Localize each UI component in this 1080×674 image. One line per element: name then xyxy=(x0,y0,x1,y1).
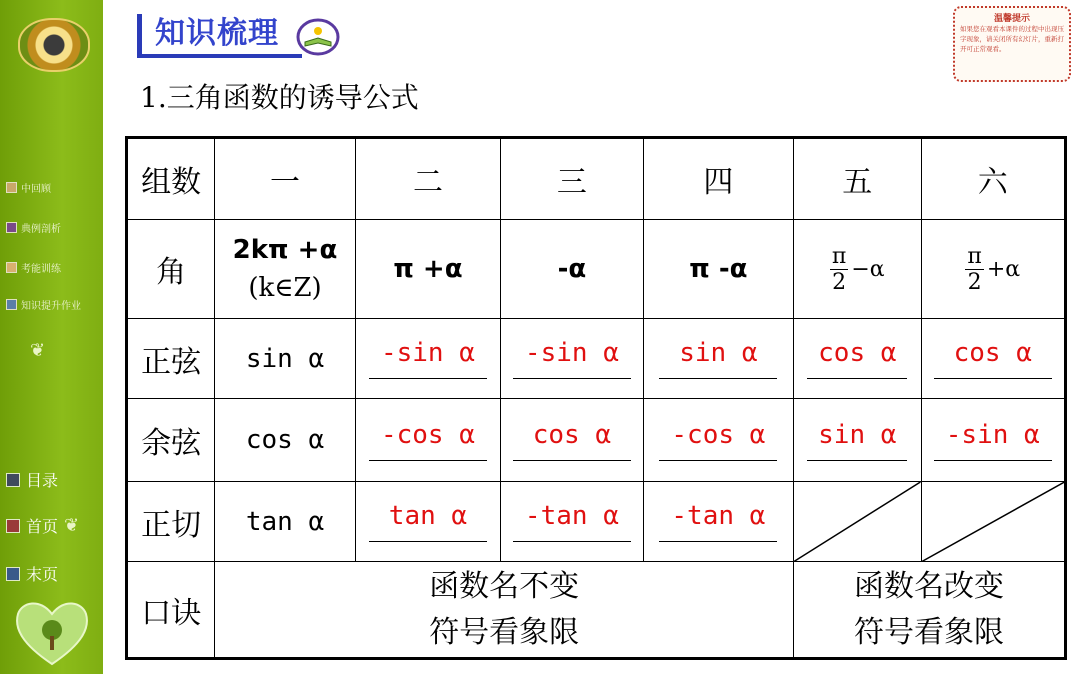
sidebar-item-label: 典例剖析 xyxy=(21,224,61,235)
answer-cell xyxy=(643,319,793,399)
answer-cell xyxy=(921,399,1066,481)
sidebar-item-homework[interactable] xyxy=(6,297,81,312)
table-row xyxy=(127,319,1066,399)
answer-text: cos α xyxy=(513,420,631,461)
square-icon xyxy=(6,262,17,273)
angle-cell: -α xyxy=(501,220,643,319)
sidebar-item-label: 考能训练 xyxy=(21,264,61,275)
answer-text: -sin α xyxy=(934,420,1052,461)
swirl-icon: ❦ xyxy=(64,515,80,536)
answer-text: -cos α xyxy=(369,420,487,461)
answer-text: -sin α xyxy=(513,338,631,379)
nav-end-button[interactable] xyxy=(6,562,58,585)
answer-cell xyxy=(643,481,793,561)
row-label: 正弦 xyxy=(127,319,215,399)
table-row xyxy=(127,481,1066,561)
angle-cell: π +α xyxy=(355,220,500,319)
angle-cell xyxy=(921,220,1066,319)
table-row xyxy=(127,399,1066,481)
fraction-rest: +α xyxy=(986,256,1021,282)
empty-diagonal-cell xyxy=(794,481,921,561)
tips-box xyxy=(953,6,1071,82)
fraction-denominator: 2 xyxy=(832,269,847,295)
section-title: 知识梳理 xyxy=(155,16,279,51)
group-header: 四 xyxy=(643,138,793,220)
logo xyxy=(18,18,90,72)
sidebar-item-review[interactable] xyxy=(6,180,51,195)
square-icon xyxy=(6,182,17,193)
nav-contents-button[interactable] xyxy=(6,468,58,491)
sidebar xyxy=(0,0,103,674)
book-icon xyxy=(296,18,340,56)
row-label: 组数 xyxy=(127,138,215,220)
answer-cell xyxy=(501,481,643,561)
mnemonic-cell xyxy=(215,562,794,659)
square-icon xyxy=(6,473,20,487)
angle-text: (k∈Z) xyxy=(248,273,322,304)
table-row xyxy=(127,220,1066,319)
empty-diagonal-cell xyxy=(921,481,1066,561)
square-icon xyxy=(6,567,20,581)
row-label: 角 xyxy=(127,220,215,319)
answer-cell xyxy=(355,399,500,481)
square-icon xyxy=(6,222,17,233)
answer-text: -tan α xyxy=(513,501,631,542)
tips-title: 温馨提示 xyxy=(993,14,1030,24)
answer-cell xyxy=(794,399,921,481)
answer-cell xyxy=(501,319,643,399)
table-row xyxy=(127,138,1066,220)
answer-cell xyxy=(501,399,643,481)
formula-cell: cos α xyxy=(215,399,355,481)
answer-text: tan α xyxy=(369,501,487,542)
mnemonic-cell xyxy=(794,562,1066,659)
nav-home-button[interactable] xyxy=(6,514,79,537)
nav-end-label: 末页 xyxy=(26,565,59,584)
fraction-denominator: 2 xyxy=(967,269,982,295)
formula-cell: sin α xyxy=(215,319,355,399)
sidebar-item-label: 知识提升作业 xyxy=(21,301,81,312)
sidebar-item-examples[interactable] xyxy=(6,220,61,235)
answer-text: -tan α xyxy=(659,501,777,542)
angle-text: 2kπ +α xyxy=(232,235,338,266)
answer-text: -sin α xyxy=(369,338,487,379)
formula-cell: tan α xyxy=(215,481,355,561)
nav-home-label: 首页 xyxy=(26,517,59,536)
mnemonic-line: 函数名不变 xyxy=(429,568,580,604)
answer-text: cos α xyxy=(934,338,1052,379)
square-icon xyxy=(6,299,17,310)
answer-text: -cos α xyxy=(659,420,777,461)
answer-text: cos α xyxy=(807,338,907,379)
answer-cell xyxy=(794,319,921,399)
induction-formula-table xyxy=(125,136,1067,660)
mnemonic-line: 符号看象限 xyxy=(429,614,580,650)
fraction-numerator: π xyxy=(831,243,847,269)
nav-contents-label: 目录 xyxy=(26,471,59,490)
group-header: 三 xyxy=(501,138,643,220)
square-icon xyxy=(6,519,20,533)
fraction-rest: −α xyxy=(851,256,885,282)
tips-body: 如果您在观看本课件的过程中出现压字现象，请关闭所有幻灯片，重新打开可正常观看。 xyxy=(960,25,1064,53)
table-row xyxy=(127,562,1066,659)
answer-cell xyxy=(921,319,1066,399)
answer-text: sin α xyxy=(807,420,907,461)
group-header: 六 xyxy=(921,138,1066,220)
answer-cell xyxy=(643,399,793,481)
answer-text: sin α xyxy=(659,338,777,379)
row-label: 正切 xyxy=(127,481,215,561)
fraction-numerator: π xyxy=(967,243,982,269)
angle-cell: π -α xyxy=(643,220,793,319)
answer-cell xyxy=(355,481,500,561)
group-header: 五 xyxy=(794,138,921,220)
fraction xyxy=(965,244,1020,295)
angle-cell xyxy=(215,220,355,319)
group-header: 二 xyxy=(355,138,500,220)
row-label: 余弦 xyxy=(127,399,215,481)
answer-cell xyxy=(355,319,500,399)
sidebar-item-training[interactable] xyxy=(6,260,61,275)
heart-icon xyxy=(12,596,92,668)
swirl-icon: ❦ xyxy=(30,340,46,361)
fraction xyxy=(830,244,885,295)
page-subtitle: 1.三角函数的诱导公式 xyxy=(140,81,419,114)
angle-cell xyxy=(794,220,921,319)
mnemonic-line: 函数名改变 xyxy=(854,568,1005,604)
group-header: 一 xyxy=(215,138,355,220)
sidebar-item-label: 中回顾 xyxy=(21,184,51,195)
mnemonic-line: 符号看象限 xyxy=(854,614,1005,650)
row-label: 口诀 xyxy=(127,562,215,659)
